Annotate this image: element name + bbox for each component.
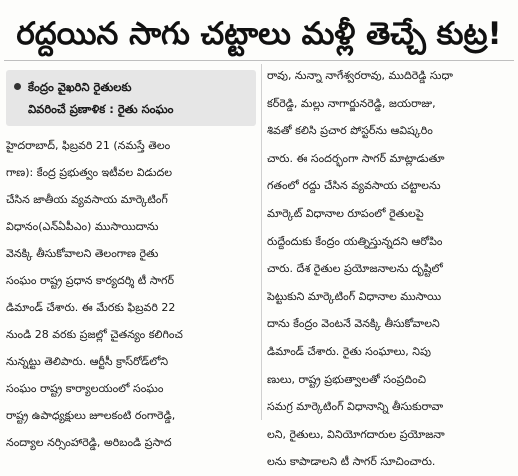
body-line: చారు. ఈ సందర్భంగా సాగర్ మాట్లాడుతూ (267, 151, 445, 165)
body-line: రావు, నున్నా నాగేశ్వరరావు, ముదిరెడ్డి సుధా (267, 69, 453, 82)
body-line: కర్‌రెడ్డి, మల్లు నాగార్జునరెడ్డి, జయరాజు, (267, 96, 436, 110)
headline-rule (4, 60, 514, 61)
body-line: మార్కెట్ విధానాల రూపంలో రైతులపై (267, 206, 424, 220)
body-line: సంఘం రాష్ట్ర కార్యాలయంలో సంఘం (6, 382, 164, 395)
body-line: గాణ): కేంద్ర ప్రభుత్వం ఇటీవల విడుదల (6, 166, 173, 179)
body-line: డిమాండ్ చేశారు. రైతు సంఘాలు, నిపు (267, 344, 431, 358)
body-line: విధానం(ఎన్ఏపీఎం) ముసాయిదాను (6, 220, 159, 233)
body-line: వెనక్కి తీసుకోవాలని తెలంగాణ రైతు (6, 247, 159, 260)
body-line: సమగ్ర మార్కెటింగ్ విధానాన్ని తీసుకురావా (267, 400, 444, 414)
body-line: నంద్యాల నర్సింహారెడ్డి, అరిబండి ప్రసాద (6, 436, 172, 449)
body-line: పెట్టుకుని మార్కెటింగ్ విధానాల ముసాయి (267, 289, 442, 303)
body-line: లను కాపాడాలని టీ సాగర్ సూచించారు. (267, 455, 436, 469)
kicker-line: వివరించే ప్రణాళిక : రైతు సంఘం (28, 102, 174, 116)
body-line: దాను కేంద్రం వెంటనే వెనక్కి తీసుకోవాలని (267, 317, 440, 331)
column-divider (261, 64, 262, 420)
body-line: రుద్దేందుకు కేంద్రం యత్నిస్తున్నదని ఆరోపిం (267, 234, 443, 248)
right-column (267, 62, 514, 476)
body-line: ణులు, రాష్ట్ర ప్రభుత్వాలతో సంప్రదించి (267, 372, 427, 386)
body-line: లని, రైతులు, వినియోగదారుల ప్రయోజనా (267, 427, 445, 441)
body-line: డిమాండ్ చేశారు. ఈ మేరకు ఫిబ్రవరి 22 (6, 301, 176, 314)
body-line: రాష్ట్ర ఉపాధ్యక్షులు జూలకంటి రంగారెడ్డి, (6, 409, 176, 422)
body-line: గతంలో రద్దు చేసిన వ్యవసాయ చట్టాలను (267, 179, 441, 193)
kicker-box (6, 70, 256, 126)
bullet-icon (14, 83, 21, 90)
body-line: శివతో కలిసి ప్రచార పోస్టర్‌ను ఆవిష్కరిం (267, 124, 433, 138)
body-line: సంఘం రాష్ట్ర ప్రధాన కార్యదర్శి టీ సాగర్ (6, 274, 174, 287)
left-body (6, 132, 256, 456)
body-line: హైదరాబాద్, ఫిబ్రవరి 21 (నమస్తే తెలం (6, 139, 171, 152)
kicker-line: కేంద్రం వైఖరిని రైతులకు (28, 80, 132, 94)
body-line: చేసిన జాతీయ వ్యవసాయ మార్కెటింగ్ (6, 193, 168, 206)
body-line: చారు. దేశ రైతుల ప్రయోజనాలను దృష్టిలో (267, 262, 443, 276)
headline: రద్దయిన సాగు చట్టాలు మళ్లీ తెచ్చే కుట్ర! (16, 16, 502, 52)
left-column (6, 70, 256, 456)
body-line: నుండి 28 వరకు ప్రజల్లో చైతన్యం కలిగించ (6, 328, 183, 341)
body-line: నున్నట్టు తెలిపారు. ఆర్టీసీ క్రాస్‌రోడ్‌లోని (6, 355, 169, 368)
